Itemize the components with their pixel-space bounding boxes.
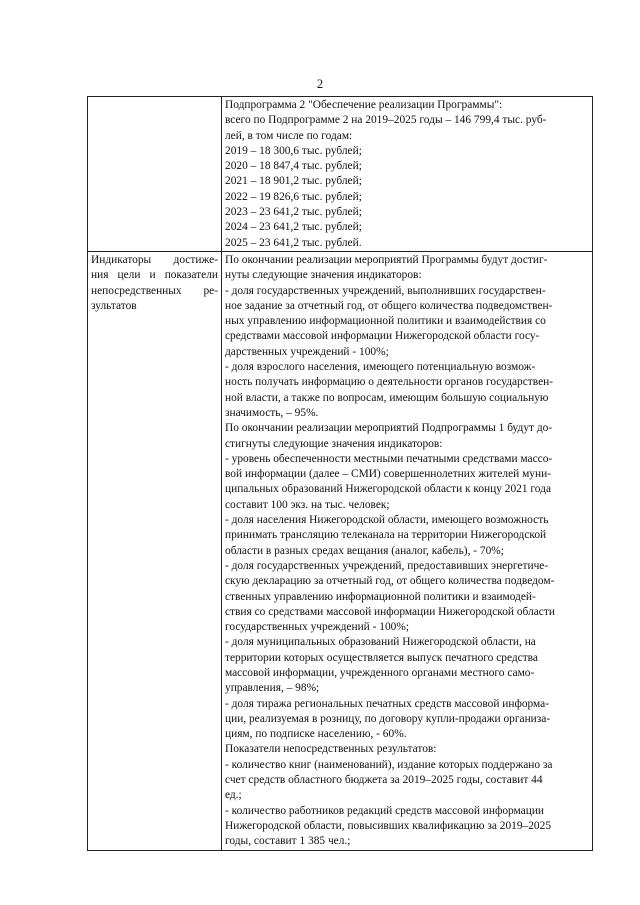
- text-line: ной власти, а также по вопросам, имеющим большую социальную: [225, 391, 549, 404]
- text-line: нуты следующие значения индикаторов:: [225, 269, 422, 282]
- text-line: - доля государственных учреждений, предоставивших энергетиче-: [225, 559, 549, 572]
- text-line: принимать трансляцию телеканала на территории Нижегородской: [225, 529, 547, 542]
- text-line: - доля населения Нижегородской области, имеющего возможность: [225, 514, 549, 527]
- text-line: 2023 – 23 641,2 тыс. рублей;: [225, 206, 362, 219]
- text-line: скую декларацию за отчетный год, от общего количества подведом-: [225, 575, 555, 588]
- text-line: - доля тиража региональных печатных средств массовой информа-: [225, 697, 550, 710]
- label-line: Индикаторы достиже-: [91, 253, 218, 266]
- text-line: По окончании реализации мероприятий Подпрограммы 1 будут до-: [225, 422, 553, 435]
- text-line: циям, по подписке населению, - 60%.: [225, 728, 407, 741]
- text-line: - уровень обеспеченности местными печатными средствами массо-: [225, 452, 553, 465]
- text-line: области в разных средах вещания (аналог, кабель), - 70%;: [225, 544, 504, 557]
- text-line: - доля взрослого населения, имеющего потенциальную возмож-: [225, 361, 536, 374]
- text-line: ность получать информацию о деятельности органов государствен-: [225, 376, 554, 389]
- table-row-subprogram-2-funding: [88, 97, 593, 252]
- text-line: дарственных учреждений - 100%;: [225, 345, 389, 358]
- text-line: 2024 – 23 641,2 тыс. рублей;: [225, 221, 362, 234]
- text-line: Подпрограмма 2 "Обеспечение реализации Программы":: [225, 99, 503, 111]
- text-line: всего по Подпрограмме 2 на 2019–2025 годы – 146 799,4 тыс. руб-: [225, 114, 547, 127]
- row1-label-cell: [88, 97, 222, 252]
- text-line: ципальных образований Нижегородской области к концу 2021 года: [225, 483, 552, 496]
- text-line: управления, – 98%;: [225, 682, 320, 695]
- text-line: годы, составит 1 385 чел.;: [225, 835, 351, 848]
- text-line: государственных учреждений - 100%;: [225, 621, 409, 634]
- text-line: 2020 – 18 847,4 тыс. рублей;: [225, 160, 362, 173]
- row1-content-cell: [222, 97, 593, 252]
- table-row-indicators: [88, 251, 593, 850]
- text-line: - количество книг (наименований), издание которых поддержано за: [225, 758, 553, 771]
- text-line: 2019 – 18 300,6 тыс. рублей;: [225, 144, 362, 157]
- text-line: Нижегородской области, повысивших квалификацию за 2019–2025: [225, 819, 552, 832]
- text-line: - количество работников редакций средств массовой информации: [225, 804, 545, 817]
- text-line: 2021 – 18 901,2 тыс. рублей;: [225, 175, 362, 188]
- text-line: вой информации (далее – СМИ) совершеннолетних жителей муни-: [225, 468, 551, 481]
- program-passport-table: [87, 96, 593, 851]
- text-line: Показатели непосредственных результатов:: [225, 743, 437, 756]
- text-line: По окончании реализации мероприятий Программы будут достиг-: [225, 253, 548, 266]
- text-line: средствами массовой информации Нижегородской области госу-: [225, 330, 540, 343]
- text-line: ствия со средствами массовой информации Нижегородской области: [225, 605, 555, 618]
- text-line: ции, реализуемая в розницу, по договору купли-продажи организа-: [225, 712, 551, 725]
- text-line: ных управлению информационной политики и взаимодействия со: [225, 315, 546, 328]
- text-line: стигнуты следующие значения индикаторов:: [225, 437, 443, 450]
- label-line: ния цели и показатели: [91, 269, 218, 282]
- text-line: ное задание за отчетный год, от общего количества подведомствен-: [225, 299, 553, 312]
- text-line: территории которых осуществляется выпуск печатного средства: [225, 651, 538, 664]
- text-line: ственных управлению информационной политики и взаимодей-: [225, 590, 536, 603]
- page-number: 2: [316, 77, 324, 91]
- row2-content-cell: [222, 251, 593, 850]
- text-line: - доля государственных учреждений, выполнивших государствен-: [225, 284, 546, 297]
- row2-label-cell: [88, 251, 222, 850]
- text-line: 2022 – 19 826,6 тыс. рублей;: [225, 190, 362, 203]
- text-line: лей, в том числе по годам:: [225, 129, 353, 142]
- label-line: непосредственных ре-: [91, 284, 218, 297]
- text-line: составит 100 экз. на тыс. человек;: [225, 498, 390, 511]
- text-line: массовой информации, учрежденного органами местного само-: [225, 666, 535, 679]
- text-line: ед.;: [225, 789, 242, 802]
- label-line: зультатов: [91, 299, 137, 312]
- text-line: значимость, – 95%.: [225, 406, 319, 419]
- text-line: счет средств областного бюджета за 2019–2025 годы, составит 44: [225, 774, 543, 787]
- text-line: - доля муниципальных образований Нижегородской области, на: [225, 636, 536, 649]
- text-line: 2025 – 23 641,2 тыс. рублей.: [225, 236, 362, 249]
